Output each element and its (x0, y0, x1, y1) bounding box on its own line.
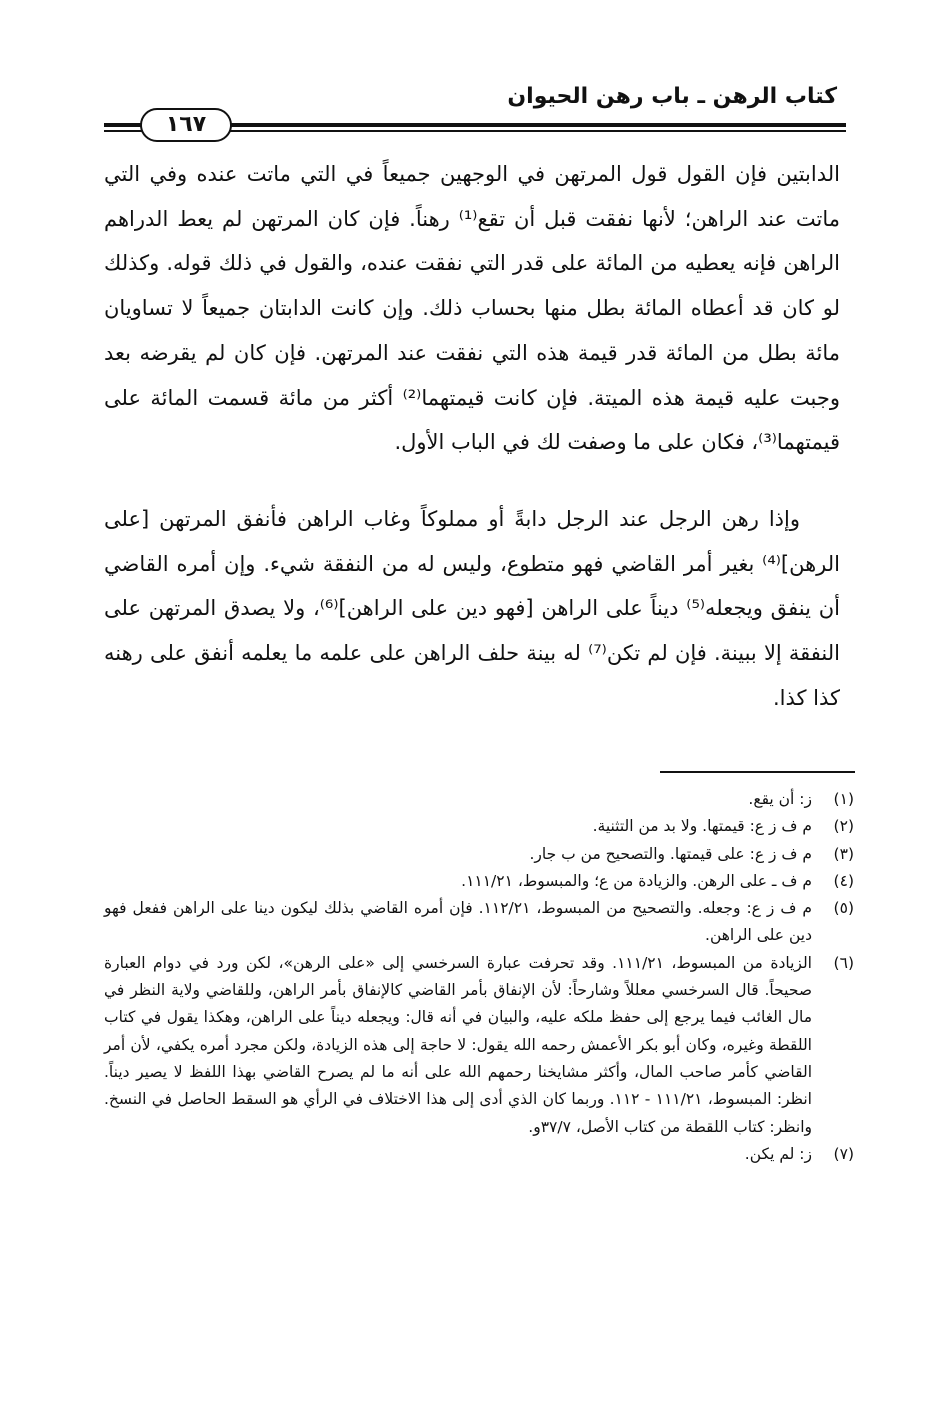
footnote-text: م ف ز ع: وجعله. والتصحيح من المبسوط، ١١٢/٢١. فإن أمره القاضي بذلك ليكون دينا على الراهن ففعل فهو دين على الراهن. (104, 899, 812, 945)
footnote-text: الزيادة من المبسوط، ١١١/٢١. وقد تحرفت عبارة السرخسي إلى «على الرهن»، لكن ورد في دوام العبارة صحيحاً. قال السرخسي معللاً وشارحاً: لأن الإنفاق بأمر القاضي كالإنفاق بأمر الراهن، وللقاضي ولاية النظر في مال الغائب فيما يرجع إلى حفظ ملكه عليه، والبيان في أنه قال: ويجعله ديناً على الراهن، وهكذا يقول في كتاب اللقطة وغيره، وكان أبو بكر الأعمش رحمه الله يقول: لا حاجة إلى هذه الزيادة، ولكن مجرد أمره يكفي، لأن أمر القاضي كأمر صاحب المال، وأكثر مشايخنا رحمهم الله على أنه ما لم يصرح القاضي بهذا اللفظ لا يصير ديناً. انظر: المبسوط، ١١١/٢١ - ١١٢. وربما كان الذي أدى إلى هذا الاختلاف في الرأي هو السقط الحاصل في النسخ. وانظر: كتاب اللقطة من كتاب الأصل، ٣٧/٧و. (104, 953, 812, 1136)
footnote-2 (104, 813, 854, 840)
footnote-5 (104, 895, 854, 950)
footnote-6 (104, 950, 854, 1141)
footnote-number: (٥) (833, 899, 854, 918)
footnote-1 (104, 786, 854, 813)
footnote-text: ز: أن يقع. (748, 790, 812, 808)
footnote-7 (104, 1141, 854, 1168)
footnote-text: ز: لم يكن. (744, 1144, 812, 1163)
footnote-separator (660, 771, 855, 773)
paragraph-1: الدابتين فإن القول قول المرتهن في الوجهين جميعاً في التي ماتت عنده وفي التي ماتت عند الراهن؛ لأنها نفقت قبل أن تقع⁽¹⁾ رهناً. فإن كان المرتهن لم يعط الدراهم الراهن فإنه يعطيه من المائة على قدر التي نفقت عنده، والقول في ذلك قوله. وكذلك لو كان قد أعطاه المائة بطل منها بحساب ذلك. وإن كانت الدابتان جميعاً لا تساويان مائة بطل من المائة قدر قيمة هذه التي نفقت عند المرتهن. فإن كان لم يقرضه بعد وجبت عليه قيمة هذه الميتة. فإن كانت قيمتهما⁽²⁾ أكثر من مائة قسمت المائة على قيمتهما⁽³⁾، فكان على ما وصفت لك في الباب الأول. (104, 162, 840, 455)
footnote-text: م ف ز ع: على قيمتها. والتصحيح من ب جار. (529, 844, 812, 863)
footnote-number: (٣) (833, 844, 854, 863)
footnote-3 (104, 841, 854, 868)
footnote-number: (٤) (833, 871, 854, 890)
main-text (104, 152, 840, 720)
paragraph-2: وإذا رهن الرجل عند الرجل دابةً أو مملوكاً وغاب الراهن فأنفق المرتهن [على الرهن]⁽⁴⁾ بغير أمر القاضي فهو متطوع، وليس له من النفقة شيء. وإن أمره القاضي أن ينفق ويجعله⁽⁵⁾ ديناً على الراهن [فهو دين على الراهن]⁽⁶⁾، ولا يصدق المرتهن على النفقة إلا ببينة. فإن لم تكن⁽⁷⁾ له بينة حلف الراهن على علمه ما يعلمه أنفق على رهنه كذا كذا. (104, 506, 840, 710)
footnote-number: (٧) (833, 1144, 854, 1163)
footnotes (104, 786, 854, 1168)
footnote-number: (٦) (833, 953, 854, 972)
footnote-text: م ف ز ع: قيمتها. ولا بد من التثنية. (592, 817, 812, 836)
footnote-number: (٢) (833, 817, 854, 836)
page-number-badge (140, 108, 232, 142)
footnote-4 (104, 868, 854, 895)
running-header-title: كتاب الرهن ـ باب رهن الحيوان (507, 84, 837, 109)
page-number: ١٦٧ (165, 112, 207, 137)
footnote-number: (١) (833, 790, 854, 808)
footnote-text: م ف ـ على الرهن. والزيادة من ع؛ والمبسوط، ١١١/٢١. (461, 871, 812, 890)
